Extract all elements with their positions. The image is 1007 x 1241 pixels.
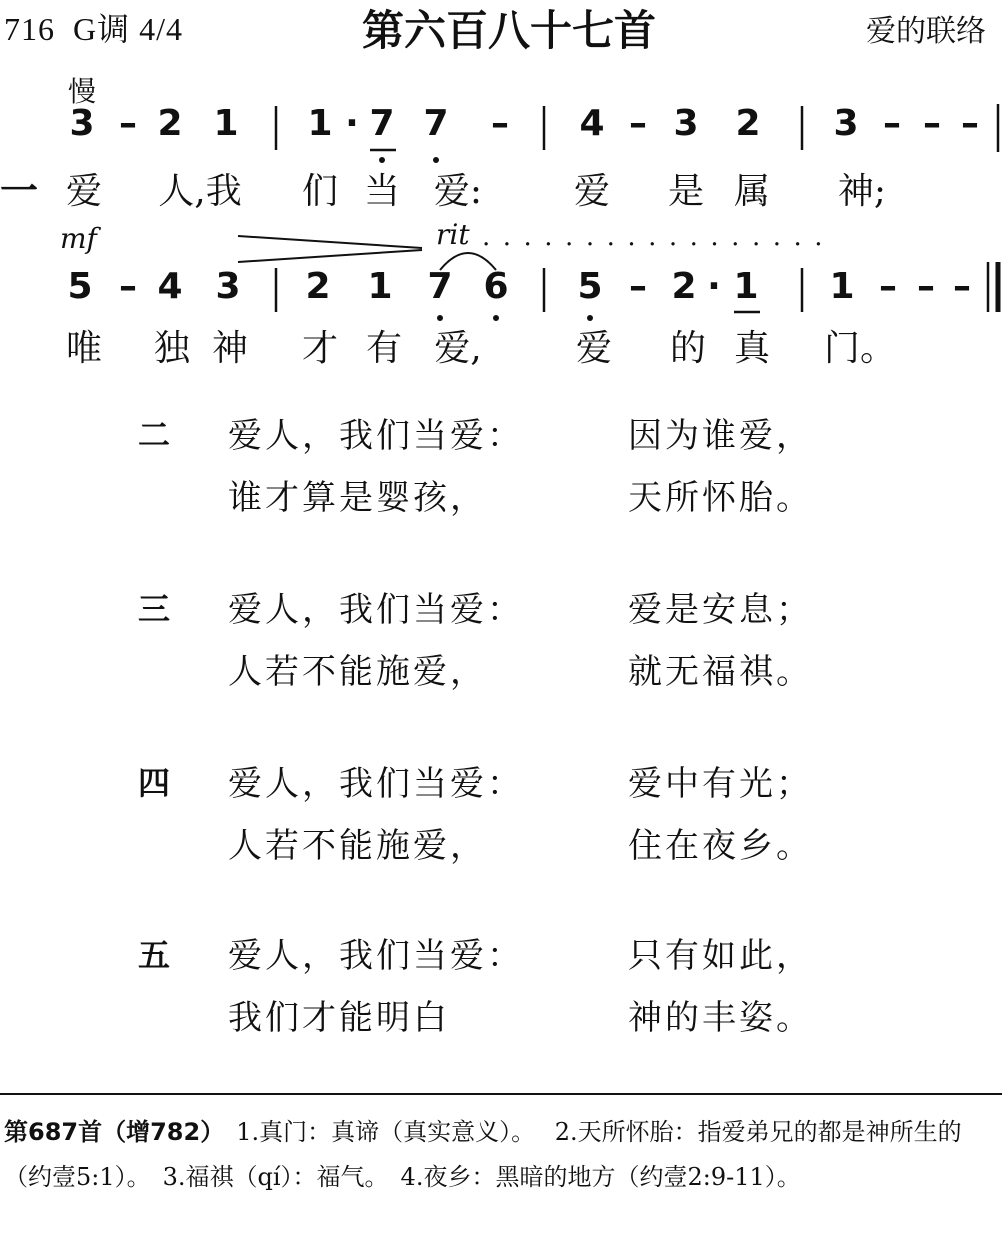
verse-number: 一 bbox=[0, 169, 39, 213]
note: 4 bbox=[579, 103, 605, 144]
verse-line: 我们才能明白 bbox=[228, 998, 450, 1038]
lyric: 门。 bbox=[823, 328, 897, 369]
footnote bbox=[4, 1110, 1004, 1200]
lyric: 当 bbox=[363, 171, 401, 212]
ritardando-mark: rit bbox=[436, 218, 470, 251]
time-signature: 4/4 bbox=[139, 11, 184, 47]
verse-line: 只有如此， bbox=[628, 936, 813, 976]
page-title: 第六百八十七首 bbox=[362, 6, 657, 55]
lyric: 爱 bbox=[573, 171, 611, 212]
note: – bbox=[629, 266, 647, 307]
note: 5 bbox=[577, 266, 603, 307]
note: · bbox=[345, 103, 359, 144]
note: 1 bbox=[733, 266, 759, 307]
verse-line: 爱是安息； bbox=[628, 590, 813, 630]
verse-line: 因为谁爱， bbox=[628, 416, 813, 456]
note: 2 bbox=[735, 103, 761, 144]
lyric: 们 bbox=[301, 171, 339, 212]
note: – bbox=[883, 103, 901, 144]
note: 1 bbox=[367, 266, 393, 307]
lyric: 人,我 bbox=[158, 171, 242, 212]
lyric: 神 bbox=[211, 328, 249, 369]
verse-number: 四 bbox=[138, 764, 171, 802]
footnote-text: 1.真门：真谛（真实意义）。 2.天所怀胎：指爱弟兄的都是神所生的（约壹5:1）。 3.福祺（qí）：福气。 4.夜乡：黑暗的地方（约壹2:9-11）。 bbox=[4, 1118, 962, 1191]
lower-octave-dot bbox=[587, 315, 593, 321]
note: 3 bbox=[69, 103, 95, 144]
lyric: 爱: bbox=[433, 171, 483, 212]
note: – bbox=[923, 103, 941, 144]
note: 6 bbox=[483, 266, 509, 307]
lyric: 才 bbox=[301, 328, 339, 369]
verse-line: 爱人，我们当爱： bbox=[228, 590, 524, 630]
note: – bbox=[119, 266, 137, 307]
note: 1 bbox=[829, 266, 855, 307]
slur bbox=[440, 253, 496, 270]
note: 7 bbox=[369, 103, 395, 144]
ritardando-extension: ................. bbox=[482, 222, 835, 252]
note: – bbox=[961, 103, 979, 144]
note: 3 bbox=[833, 103, 859, 144]
verse-line: 神的丰姿。 bbox=[628, 998, 813, 1038]
hymn-number: 716 bbox=[4, 11, 55, 47]
lower-octave-dot bbox=[379, 157, 385, 163]
note: 2 bbox=[305, 266, 331, 307]
lyric: 是 bbox=[667, 171, 705, 212]
verse-line: 爱人，我们当爱： bbox=[228, 416, 524, 456]
lyric: 唯 bbox=[65, 328, 103, 369]
note: 3 bbox=[673, 103, 699, 144]
verse-line: 爱人，我们当爱： bbox=[228, 764, 524, 804]
verse-line: 住在夜乡。 bbox=[628, 826, 813, 866]
lyric: 属 bbox=[733, 171, 771, 212]
verse-line: 天所怀胎。 bbox=[628, 478, 813, 518]
lower-octave-dot bbox=[493, 315, 499, 321]
verse-number: 二 bbox=[138, 416, 171, 454]
verse-line: 爱人，我们当爱： bbox=[228, 936, 524, 976]
note: – bbox=[879, 266, 897, 307]
tempo-mark: 慢 bbox=[68, 75, 97, 108]
verse-line: 人若不能施爱， bbox=[228, 826, 487, 866]
note: – bbox=[491, 103, 509, 144]
note: 7 bbox=[423, 103, 449, 144]
note: 7 bbox=[427, 266, 453, 307]
note: – bbox=[629, 103, 647, 144]
note: – bbox=[953, 266, 971, 307]
note: 2 bbox=[671, 266, 697, 307]
verse-line: 爱中有光； bbox=[628, 764, 813, 804]
note: – bbox=[917, 266, 935, 307]
footnote-label: 第687首（增782） bbox=[4, 1118, 213, 1146]
lyric: 神; bbox=[837, 171, 887, 212]
verse-line: 人若不能施爱， bbox=[228, 652, 487, 692]
lower-octave-dot bbox=[437, 315, 443, 321]
hymn-subtitle: 爱的联络 bbox=[866, 14, 986, 49]
note: · bbox=[707, 266, 721, 307]
note: 1 bbox=[307, 103, 333, 144]
lyric: 爱 bbox=[575, 328, 613, 369]
key-signature: G调 bbox=[73, 11, 131, 47]
lyric: 独 bbox=[153, 328, 191, 369]
verse-line: 就无福祺。 bbox=[628, 652, 813, 692]
lyric: 真 bbox=[733, 328, 771, 369]
lower-octave-dot bbox=[433, 157, 439, 163]
note: 3 bbox=[215, 266, 241, 307]
note: 5 bbox=[67, 266, 93, 307]
decrescendo-hairpin bbox=[238, 236, 422, 262]
lyric: 的 bbox=[669, 328, 707, 369]
note: 4 bbox=[157, 266, 183, 307]
verse-number: 三 bbox=[138, 590, 171, 628]
note: 2 bbox=[157, 103, 183, 144]
lyric: 有 bbox=[365, 328, 403, 369]
lyric: 爱, bbox=[434, 328, 482, 369]
verse-line: 谁才算是婴孩， bbox=[228, 478, 487, 518]
dynamic-mf: mf bbox=[60, 222, 97, 255]
verse-number: 五 bbox=[138, 936, 171, 974]
note: – bbox=[119, 103, 137, 144]
note: 1 bbox=[213, 103, 239, 144]
lyric: 爱 bbox=[65, 171, 103, 212]
